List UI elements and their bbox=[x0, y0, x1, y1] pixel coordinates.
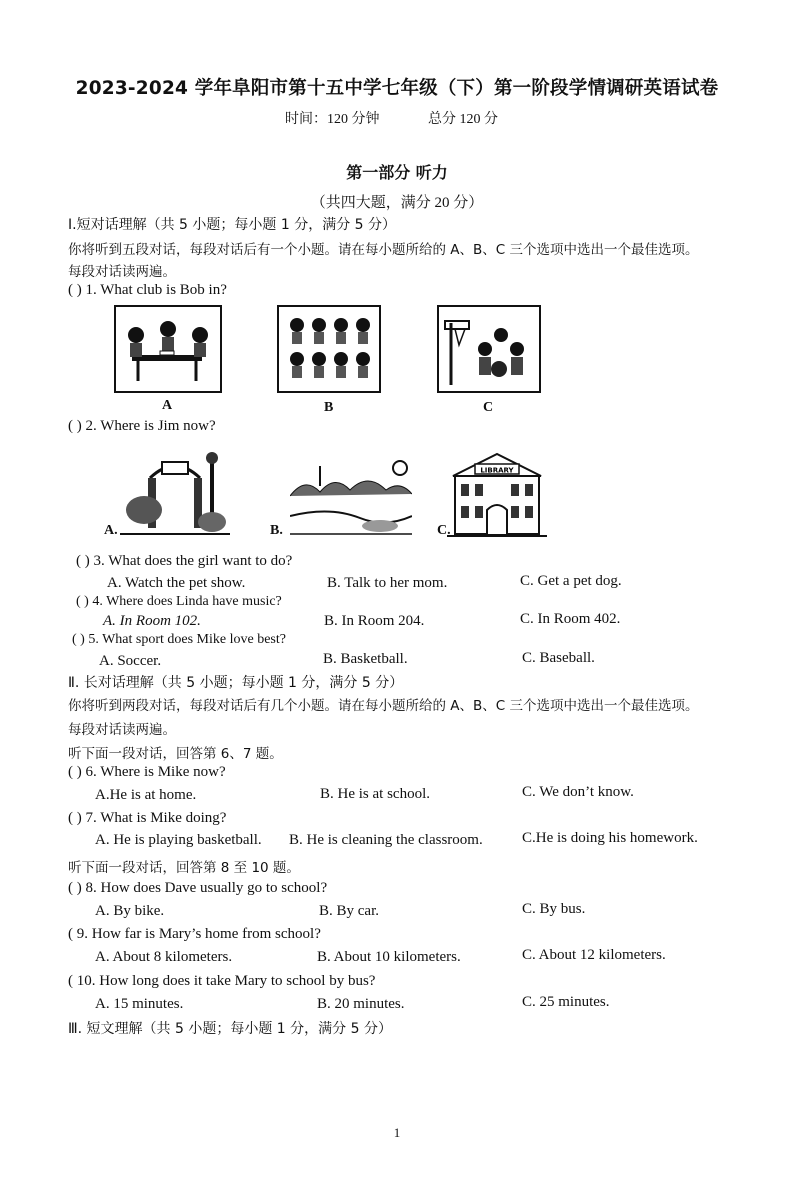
question-10: ( 10. How long does it take Mary to school by bus? bbox=[68, 973, 376, 989]
option-b: B. 20 minutes. bbox=[317, 996, 405, 1012]
part-title: 第一部分 听力 bbox=[346, 163, 448, 182]
section-instruction: 你将听到五段对话，每段对话后有一个小题。请在每小题所给的 A、B、C 三个选项中选出一个最佳选项。 bbox=[68, 242, 699, 258]
question-7: ( ) 7. What is Mike doing? bbox=[68, 810, 227, 826]
option-a: A. About 8 kilometers. bbox=[95, 949, 233, 965]
exam-time: 时间：120 分钟 bbox=[285, 112, 380, 127]
option-c: C. About 12 kilometers. bbox=[522, 947, 666, 963]
question-8: ( ) 8. How does Dave usually go to school? bbox=[68, 880, 328, 896]
option-b: B. He is at school. bbox=[320, 786, 430, 802]
library-picture bbox=[447, 448, 547, 540]
picture-label-a: A. bbox=[104, 523, 118, 538]
option-a: A. In Room 102. bbox=[103, 613, 201, 629]
section-heading: Ⅱ. 长对话理解（共 5 小题；每小题 1 分，满分 5 分） bbox=[68, 675, 404, 691]
part-subtitle: （共四大题，满分 20 分） bbox=[310, 195, 484, 211]
option-c: C. In Room 402. bbox=[520, 611, 621, 627]
club-picture-c bbox=[437, 305, 541, 393]
option-b: B. Talk to her mom. bbox=[327, 575, 448, 591]
option-c: C. 25 minutes. bbox=[522, 994, 610, 1010]
question-1: ( ) 1. What club is Bob in? bbox=[68, 282, 227, 298]
picture-label-b: B bbox=[324, 400, 334, 415]
option-b: B. About 10 kilometers. bbox=[317, 949, 461, 965]
question-9: ( 9. How far is Mary’s home from school? bbox=[68, 926, 321, 942]
club-picture-b bbox=[277, 305, 381, 393]
question-3: ( ) 3. What does the girl want to do? bbox=[76, 553, 293, 569]
section-instruction: 每段对话读两遍。 bbox=[68, 264, 176, 280]
dialogue-lead: 听下面一段对话，回答第 8 至 10 题。 bbox=[68, 860, 300, 876]
picture-label-c: C. bbox=[437, 523, 451, 538]
option-c: C. Baseball. bbox=[522, 650, 595, 666]
picture-label-a: A bbox=[162, 398, 173, 413]
zoo-picture bbox=[120, 448, 230, 540]
option-a: A.He is at home. bbox=[95, 787, 197, 803]
section-heading: Ⅲ. 短文理解（共 5 小题；每小题 1 分，满分 5 分） bbox=[68, 1021, 392, 1037]
option-c: C. By bus. bbox=[522, 901, 586, 917]
exam-total-score: 总分 120 分 bbox=[428, 112, 498, 127]
option-a: A. By bike. bbox=[95, 903, 165, 919]
option-a: A. 15 minutes. bbox=[95, 996, 184, 1012]
question-5: ( ) 5. What sport does Mike love best? bbox=[72, 632, 286, 647]
section-instruction: 每段对话读两遍。 bbox=[68, 722, 176, 738]
park-picture bbox=[290, 456, 412, 540]
section-instruction: 你将听到两段对话，每段对话后有几个小题。请在每小题所给的 A、B、C 三个选项中选出一个最佳选项。 bbox=[68, 698, 699, 714]
picture-label-c: C bbox=[483, 400, 494, 415]
exam-title: 2023-2024 学年阜阳市第十五中学七年级（下）第一阶段学情调研英语试卷 bbox=[75, 78, 719, 99]
section-heading: Ⅰ.短对话理解（共 5 小题；每小题 1 分，满分 5 分） bbox=[68, 217, 397, 233]
option-b: B. He is cleaning the classroom. bbox=[289, 832, 483, 848]
club-picture-a bbox=[114, 305, 222, 393]
option-b: B. In Room 204. bbox=[324, 613, 425, 629]
option-a: A. He is playing basketball. bbox=[95, 832, 262, 848]
option-c: C.He is doing his homework. bbox=[522, 830, 698, 846]
option-c: C. We don’t know. bbox=[522, 784, 634, 800]
question-4: ( ) 4. Where does Linda have music? bbox=[76, 594, 282, 609]
option-b: B. By car. bbox=[319, 903, 379, 919]
library-sign: LIBRARY bbox=[480, 466, 514, 475]
option-a: A. Watch the pet show. bbox=[107, 575, 246, 591]
option-b: B. Basketball. bbox=[323, 651, 408, 667]
page-number: 1 bbox=[393, 1125, 401, 1140]
option-a: A. Soccer. bbox=[99, 653, 162, 669]
question-6: ( ) 6. Where is Mike now? bbox=[68, 764, 226, 780]
option-c: C. Get a pet dog. bbox=[520, 573, 622, 589]
picture-label-b: B. bbox=[270, 523, 283, 538]
dialogue-lead: 听下面一段对话，回答第 6、7 题。 bbox=[68, 746, 283, 762]
question-2: ( ) 2. Where is Jim now? bbox=[68, 418, 216, 434]
